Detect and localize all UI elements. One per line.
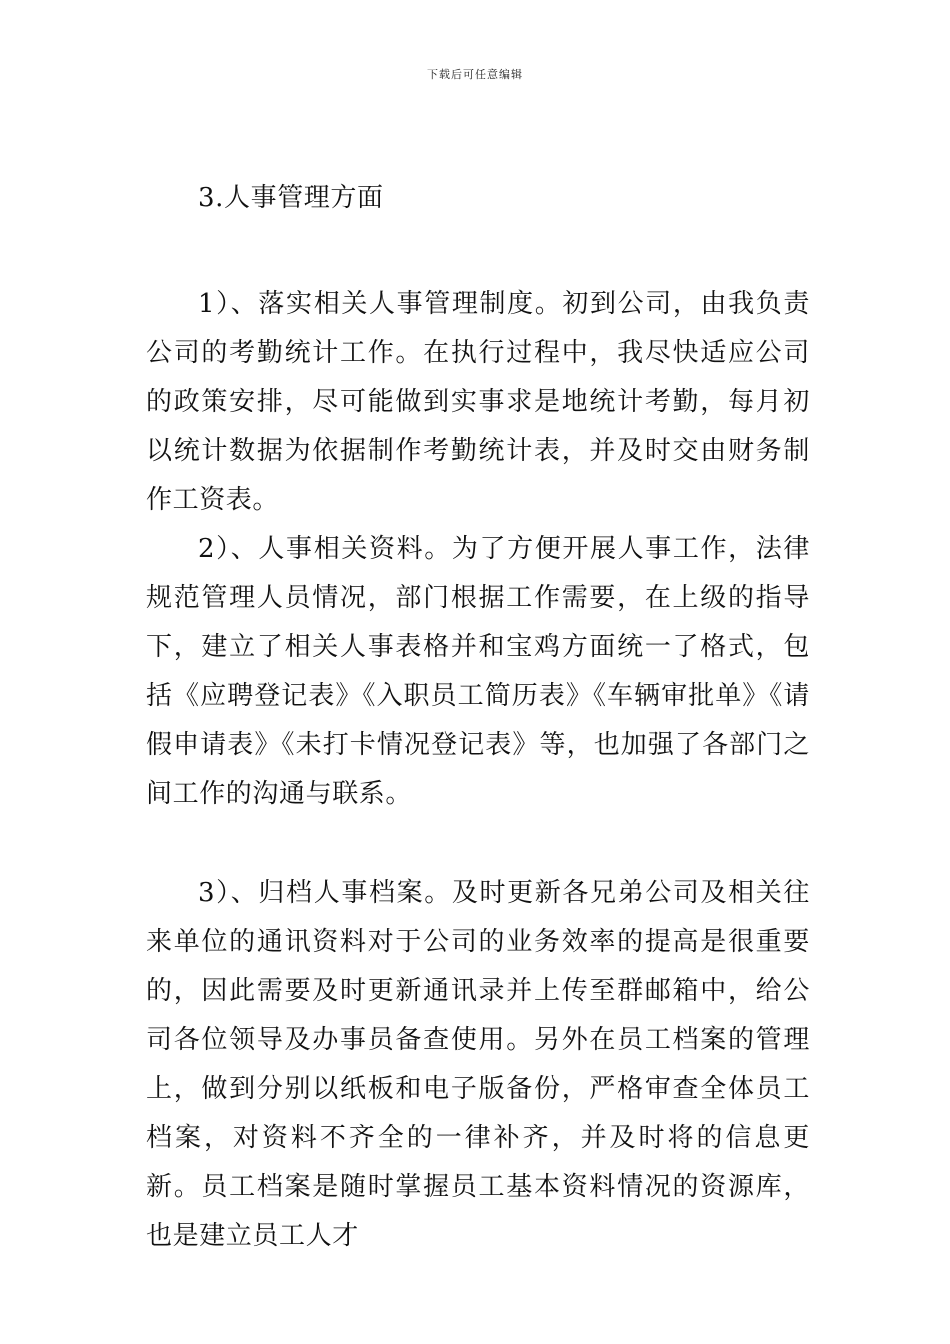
- paragraph-personnel-archives: 3）、归档人事档案。及时更新各兄弟公司及相关往来单位的通讯资料对于公司的业务效率的提高是很重要的，因此需要及时更新通讯录并上传至群邮箱中，给公司各位领导及办事员备查使用。另外在员工档案的管理上，做到分别以纸板和电子版备份，严格审查全体员工档案，对资料不齐全的一律补齐，并及时将的信息更新。员工档案是随时掌握员工基本资料情况的资源库，也是建立员工人才: [146, 878, 810, 1251]
- section-heading: 3.人事管理方面: [198, 183, 384, 213]
- paragraph-attendance: 1）、落实相关人事管理制度。初到公司，由我负责公司的考勤统计工作。在执行过程中，我尽快适应公司的政策安排，尽可能做到实事求是地统计考勤，每月初以统计数据为依据制作考勤统计表，并及时交由财务制作工资表。: [146, 289, 810, 515]
- paragraph-personnel-materials: 2）、人事相关资料。为了方便开展人事工作，法律规范管理人员情况，部门根据工作需要，在上级的指导下，建立了相关人事表格并和宝鸡方面统一了格式，包括《应聘登记表》《入职员工简历表》《车辆审批单》《请假申请表》《未打卡情况登记表》等，也加强了各部门之间工作的沟通与联系。: [146, 534, 810, 809]
- header-note: 下载后可任意编辑: [427, 68, 523, 81]
